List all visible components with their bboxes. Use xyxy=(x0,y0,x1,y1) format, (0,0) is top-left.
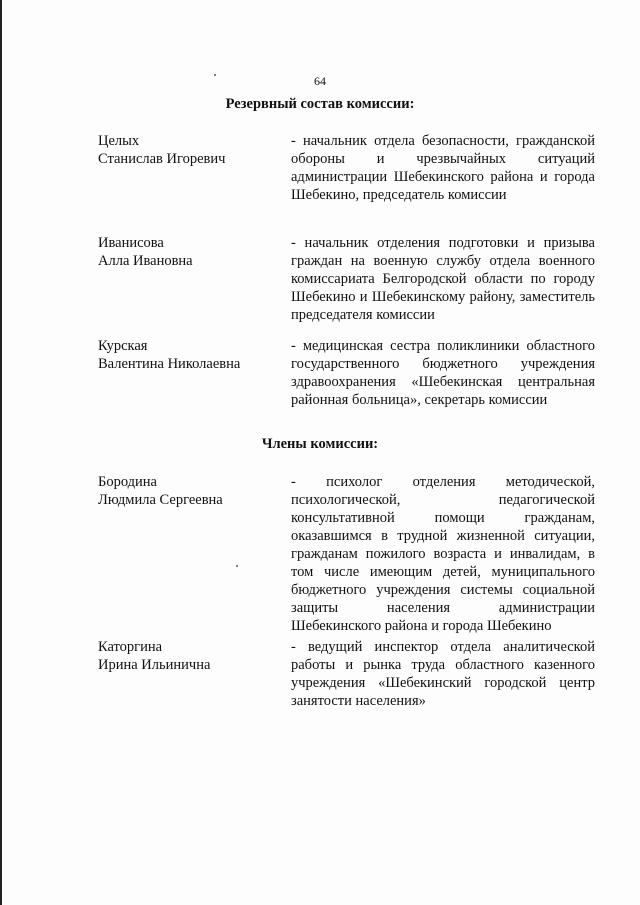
scan-speck xyxy=(236,565,238,567)
members-heading: Члены комиссии: xyxy=(261,436,379,452)
person-given-names: Валентина Николаевна xyxy=(98,356,241,372)
person-given-names: Ирина Ильинична xyxy=(98,657,211,673)
person-name xyxy=(98,132,278,168)
person-role: - начальник отделения подготовки и призыва граждан на военную службу отдела военного комиссариата Белгородской области по городу Шебекино и Шебекинскому району, заместитель председателя комиссии xyxy=(291,235,595,323)
person-surname: Бородина xyxy=(98,474,157,490)
person-given-names: Людмила Сергеевна xyxy=(98,492,223,508)
person-name xyxy=(98,337,278,373)
person-role: - начальник отдела безопасности, гражданской обороны и чрезвычайных ситуаций администрации Шебекинского района и города Шебекино, председатель комиссии xyxy=(291,133,595,203)
person-role: - ведущий инспектор отдела аналитической работы и рынка труда областного казенного учреждения «Шебекинский городской центр занятости населения» xyxy=(291,639,595,709)
person-given-names: Алла Ивановна xyxy=(98,253,193,269)
person-name xyxy=(98,638,278,674)
person-role: - психолог отделения методической, психологической, педагогической консультативной помощи гражданам, оказавшимся в трудной жизненной ситуации, гражданам пожилого возраста и инвалидам, в том числе имеющим детей, муниципального бюджетного учреждения системы социальной защиты населения администрации Шебекинского района и города Шебекино xyxy=(291,474,595,634)
person-role: - медицинская сестра поликлиники областного государственного бюджетного учреждения здравоохранения «Шебекинская центральная районная больница», секретарь комиссии xyxy=(291,338,595,408)
person-surname: Целых xyxy=(98,133,140,149)
person-name xyxy=(98,234,278,270)
person-surname: Иванисова xyxy=(98,235,164,251)
person-name xyxy=(98,473,278,509)
person-surname: Курская xyxy=(98,338,148,354)
person-surname: Каторгина xyxy=(98,639,163,655)
page-number: 64 xyxy=(314,74,326,88)
reserve-heading: Резервный состав комиссии: xyxy=(225,96,415,112)
person-given-names: Станислав Игоревич xyxy=(98,151,226,167)
